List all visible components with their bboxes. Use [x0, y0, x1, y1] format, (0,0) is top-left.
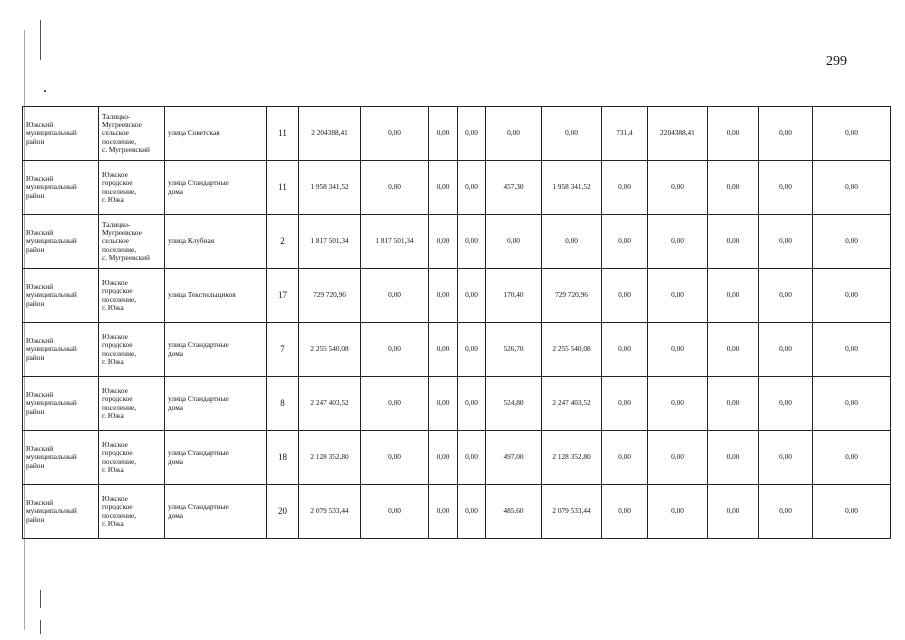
count-cell: 7 [267, 323, 299, 377]
table-row [23, 215, 891, 269]
amount-cell: 1 958 341,52 [299, 161, 361, 215]
settlement-cell: Талицко- Мугреевское сельское поселение, с. Мугреевский [99, 107, 165, 161]
district-cell: Южский муниципальный район [23, 377, 99, 431]
area-cell: 485,60 [486, 485, 542, 539]
amount-cell: 0,00 [648, 269, 708, 323]
amount-cell: 0,00 [813, 485, 891, 539]
amount-cell: 0,00 [708, 107, 759, 161]
amount-cell: 0,00 [429, 269, 458, 323]
amount-cell: 0,00 [602, 215, 648, 269]
amount-cell: 0,00 [458, 485, 486, 539]
count-cell: 11 [267, 161, 299, 215]
amount-cell: 729 720,96 [542, 269, 602, 323]
amount-cell: 0,00 [813, 377, 891, 431]
street-cell: улица Стандартные дома [165, 431, 267, 485]
settlement-cell: Южское городское поселение, г. Южа [99, 269, 165, 323]
amount-cell: 0,00 [429, 323, 458, 377]
street-cell: улица Стандартные дома [165, 161, 267, 215]
settlement-cell: Южское городское поселение, г. Южа [99, 431, 165, 485]
area-cell: 457,30 [486, 161, 542, 215]
amount-cell: 0,00 [813, 431, 891, 485]
amount-cell: 0,00 [602, 269, 648, 323]
amount-cell: 0,00 [813, 323, 891, 377]
amount-cell: 2 255 540,08 [299, 323, 361, 377]
amount-cell: 0,00 [648, 161, 708, 215]
amount-cell: 0,00 [361, 161, 429, 215]
amount-cell: 0,00 [361, 485, 429, 539]
amount-cell: 0,00 [813, 215, 891, 269]
amount-cell: 1 817 501,34 [299, 215, 361, 269]
amount-cell: 0,00 [759, 161, 813, 215]
amount-cell: 2 247 403,52 [542, 377, 602, 431]
scan-mark [40, 620, 41, 634]
table-row [23, 107, 891, 161]
area-cell: 524,80 [486, 377, 542, 431]
amount-cell: 0,00 [648, 377, 708, 431]
area-cell: 0,00 [486, 215, 542, 269]
amount-cell: 0,00 [429, 377, 458, 431]
area-cell: 170,40 [486, 269, 542, 323]
amount-cell: 0,00 [813, 107, 891, 161]
amount-cell: 0,00 [648, 215, 708, 269]
amount-cell: 0,00 [759, 431, 813, 485]
area-cell: 497,00 [486, 431, 542, 485]
amount-cell: 0,00 [648, 323, 708, 377]
amount-cell: 0,00 [429, 107, 458, 161]
settlement-cell: Талицко- Мугреевское сельское поселение, с. Мугреевский [99, 215, 165, 269]
amount-cell: 0,00 [361, 377, 429, 431]
amount-cell: 0,00 [458, 107, 486, 161]
amount-cell: 0,00 [708, 161, 759, 215]
district-cell: Южский муниципальный район [23, 161, 99, 215]
amount-cell: 0,00 [813, 161, 891, 215]
district-cell: Южский муниципальный район [23, 215, 99, 269]
amount-cell: 2 079 533,44 [299, 485, 361, 539]
amount-cell: 0,00 [759, 323, 813, 377]
count-cell: 17 [267, 269, 299, 323]
district-cell: Южский муниципальный район [23, 269, 99, 323]
count-cell: 8 [267, 377, 299, 431]
amount-cell: 2 128 352,80 [299, 431, 361, 485]
count-cell: 11 [267, 107, 299, 161]
district-cell: Южский муниципальный район [23, 431, 99, 485]
settlement-cell: Южское городское поселение, г. Южа [99, 485, 165, 539]
amount-cell: 0,00 [361, 269, 429, 323]
amount-cell: 0,00 [361, 323, 429, 377]
amount-cell: 0,00 [602, 323, 648, 377]
amount-cell: 0,00 [602, 485, 648, 539]
table-row [23, 377, 891, 431]
amount-cell: 1 817 501,34 [361, 215, 429, 269]
amount-cell: 2 247 403,52 [299, 377, 361, 431]
amount-cell: 2 255 540,08 [542, 323, 602, 377]
amount-cell: 0,00 [361, 107, 429, 161]
amount-cell: 0,00 [458, 215, 486, 269]
scan-mark [40, 20, 41, 60]
amount-cell: 0,00 [602, 431, 648, 485]
street-cell: улица Стандартные дома [165, 377, 267, 431]
settlement-cell: Южское городское поселение, г. Южа [99, 377, 165, 431]
amount-cell: 2204388,41 [648, 107, 708, 161]
amount-cell: 0,00 [708, 431, 759, 485]
table-row [23, 269, 891, 323]
amount-cell: 729 720,96 [299, 269, 361, 323]
amount-cell: 0,00 [458, 269, 486, 323]
amount-cell: 0,00 [648, 431, 708, 485]
table-row [23, 323, 891, 377]
amount-cell: 0,00 [708, 323, 759, 377]
amount-cell: 0,00 [648, 485, 708, 539]
count-cell: 2 [267, 215, 299, 269]
housing-table [22, 106, 891, 539]
amount-cell: 0,00 [429, 161, 458, 215]
count-cell: 18 [267, 431, 299, 485]
amount-cell: 0,00 [759, 485, 813, 539]
amount-cell: 0,00 [708, 269, 759, 323]
table-row [23, 431, 891, 485]
amount-cell: 0,00 [458, 377, 486, 431]
amount-cell: 0,00 [759, 377, 813, 431]
district-cell: Южский муниципальный район [23, 323, 99, 377]
amount-cell: 0,00 [759, 215, 813, 269]
amount-cell: 0,00 [708, 377, 759, 431]
settlement-cell: Южское городское поселение, г. Южа [99, 161, 165, 215]
table-row [23, 485, 891, 539]
scan-mark [40, 590, 41, 608]
amount-cell: 0,00 [542, 215, 602, 269]
district-cell: Южский муниципальный район [23, 485, 99, 539]
amount-cell: 2 204388,41 [299, 107, 361, 161]
street-cell: улица Текстильщиков [165, 269, 267, 323]
area-cell: 526,70 [486, 323, 542, 377]
amount-cell: 0,00 [708, 485, 759, 539]
amount-cell: 0,00 [361, 431, 429, 485]
street-cell: улица Клубная [165, 215, 267, 269]
amount-cell: 731,4 [602, 107, 648, 161]
amount-cell: 0,00 [458, 431, 486, 485]
amount-cell: 1 958 341,52 [542, 161, 602, 215]
amount-cell: 2 128 352,80 [542, 431, 602, 485]
street-cell: улица Стандартные дома [165, 485, 267, 539]
street-cell: улица Советская [165, 107, 267, 161]
scan-mark [44, 90, 46, 92]
district-cell: Южский муниципальный район [23, 107, 99, 161]
amount-cell: 0,00 [813, 269, 891, 323]
amount-cell: 0,00 [429, 215, 458, 269]
amount-cell: 0,00 [458, 323, 486, 377]
amount-cell: 0,00 [759, 269, 813, 323]
amount-cell: 0,00 [602, 161, 648, 215]
count-cell: 20 [267, 485, 299, 539]
amount-cell: 0,00 [458, 161, 486, 215]
amount-cell: 0,00 [602, 377, 648, 431]
amount-cell: 0,00 [759, 107, 813, 161]
amount-cell: 0,00 [542, 107, 602, 161]
settlement-cell: Южское городское поселение, г. Южа [99, 323, 165, 377]
table-row [23, 161, 891, 215]
amount-cell: 0,00 [708, 215, 759, 269]
amount-cell: 0,00 [429, 485, 458, 539]
page-number: 299 [826, 54, 847, 69]
area-cell: 0,00 [486, 107, 542, 161]
amount-cell: 0,00 [429, 431, 458, 485]
amount-cell: 2 079 533,44 [542, 485, 602, 539]
street-cell: улица Стандартные дома [165, 323, 267, 377]
